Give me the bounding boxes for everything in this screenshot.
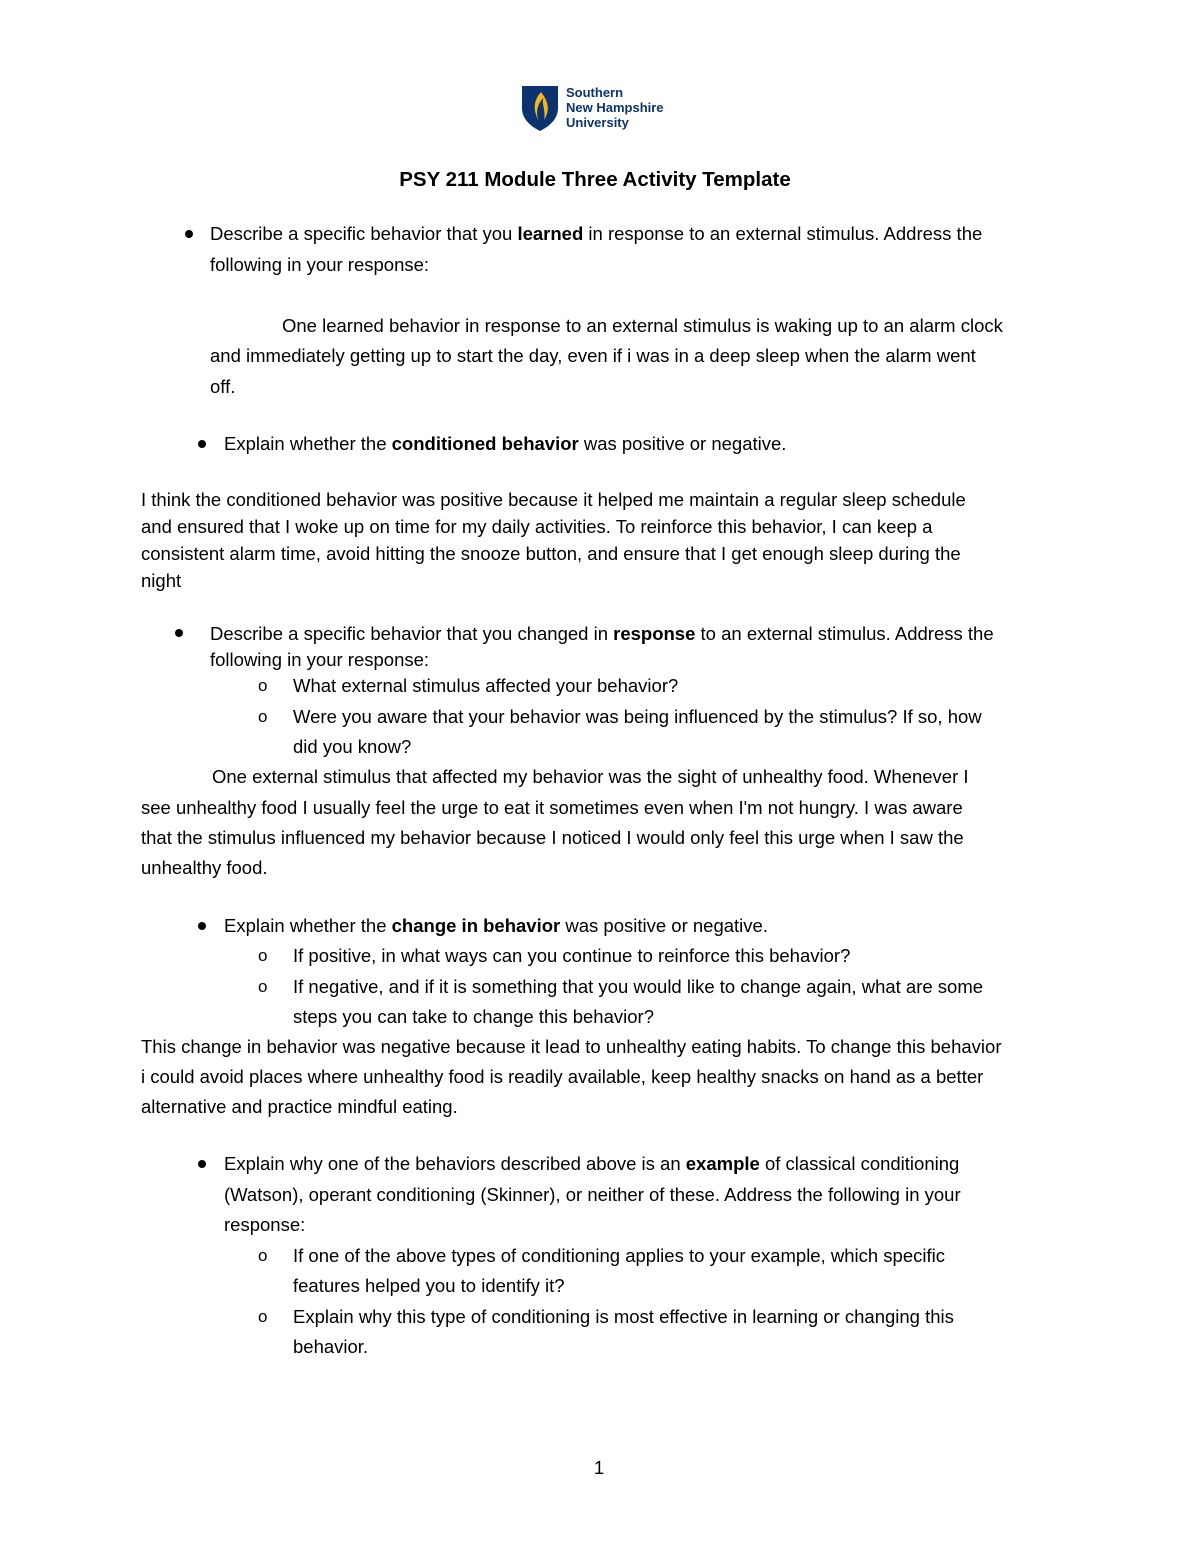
s2-answer-line1: I think the conditioned behavior was positive because it helped me maintain a regular sleep schedule	[141, 489, 966, 510]
s3-answer-line1: One external stimulus that affected my behavior was the sight of unhealthy food. Whenever I	[212, 766, 969, 787]
s5-prompt-line1: Explain why one of the behaviors described above is an example of classical conditioning	[224, 1153, 960, 1174]
bullet-dot	[198, 440, 206, 448]
s4-sub1: If positive, in what ways can you continue to reinforce this behavior?	[293, 945, 851, 966]
s1-prompt-line2: following in your response:	[210, 254, 430, 275]
s5-prompt-line2: (Watson), operant conditioning (Skinner), or neither of these. Address the following in your	[224, 1184, 961, 1205]
s2-answer-line3: consistent alarm time, avoid hitting the snooze button, and ensure that I get enough sleep during the	[141, 543, 961, 564]
bullet-dot	[198, 922, 206, 930]
s3-prompt-line1: Describe a specific behavior that you changed in response to an external stimulus. Address the	[210, 623, 994, 644]
s4-sub2-line2: steps you can take to change this behavior?	[293, 1006, 654, 1027]
logo-text	[566, 85, 664, 130]
sub-bullet: o	[258, 946, 268, 965]
bullet-dot	[185, 230, 193, 238]
s3-answer-line4: unhealthy food.	[141, 857, 268, 878]
s3-answer-line3: that the stimulus influenced my behavior because I noticed I would only feel this urge when I saw the	[141, 827, 964, 848]
s2-answer-line2: and ensured that I woke up on time for my daily activities. To reinforce this behavior, I can keep a	[141, 516, 933, 537]
s1-answer-line3: off.	[210, 376, 236, 397]
page-number: 1	[593, 1457, 605, 1478]
s5-sub1-line1: If one of the above types of conditioning applies to your example, which specific	[293, 1245, 945, 1266]
s1-answer-line1: One learned behavior in response to an external stimulus is waking up to an alarm clock	[282, 315, 1003, 336]
bullet-dot	[175, 629, 183, 637]
s1-answer-line2: and immediately getting up to start the day, even if i was in a deep sleep when the alarm went	[210, 345, 976, 366]
sub-bullet: o	[258, 1307, 268, 1326]
s3-sub2-line2: did you know?	[293, 736, 412, 757]
s2-answer-line4: night	[141, 570, 182, 591]
s4-answer-line3: alternative and practice mindful eating.	[141, 1096, 458, 1117]
s4-prompt: Explain whether the change in behavior was positive or negative.	[224, 915, 768, 936]
s5-sub2-line1: Explain why this type of conditioning is most effective in learning or changing this	[293, 1306, 954, 1327]
sub-bullet: o	[258, 977, 268, 996]
s3-sub2-line1: Were you aware that your behavior was being influenced by the stimulus? If so, how	[293, 706, 982, 727]
sub-bullet: o	[258, 707, 268, 726]
s4-answer-line2: i could avoid places where unhealthy food is readily available, keep healthy snacks on hand as a better	[141, 1066, 984, 1087]
sub-bullet: o	[258, 1246, 268, 1265]
s3-prompt-line2: following in your response:	[210, 649, 430, 670]
s5-sub1-line2: features helped you to identify it?	[293, 1275, 565, 1296]
s3-answer-line2: see unhealthy food I usually feel the urge to eat it sometimes even when I'm not hungry. I was aware	[141, 797, 963, 818]
s2-prompt: Explain whether the conditioned behavior was positive or negative.	[224, 433, 787, 454]
shield-flame-icon	[520, 84, 560, 132]
document-title: PSY 211 Module Three Activity Template	[399, 168, 791, 191]
s4-sub2-line1: If negative, and if it is something that you would like to change again, what are some	[293, 976, 984, 997]
logo-line-3: University	[566, 115, 629, 130]
s5-prompt-line3: response:	[224, 1214, 306, 1235]
logo-line-1: Southern	[566, 85, 624, 100]
university-logo	[520, 84, 690, 134]
sub-bullet: o	[258, 676, 268, 695]
s5-sub2-line2: behavior.	[293, 1336, 369, 1357]
s1-prompt-line1: Describe a specific behavior that you learned in response to an external stimulus. Address the	[210, 223, 983, 244]
s4-answer-line1: This change in behavior was negative because it lead to unhealthy eating habits. To change this behavior	[141, 1036, 1002, 1057]
s3-sub1: What external stimulus affected your behavior?	[293, 675, 679, 696]
bullet-dot	[198, 1160, 206, 1168]
logo-line-2: New Hampshire	[566, 100, 664, 115]
